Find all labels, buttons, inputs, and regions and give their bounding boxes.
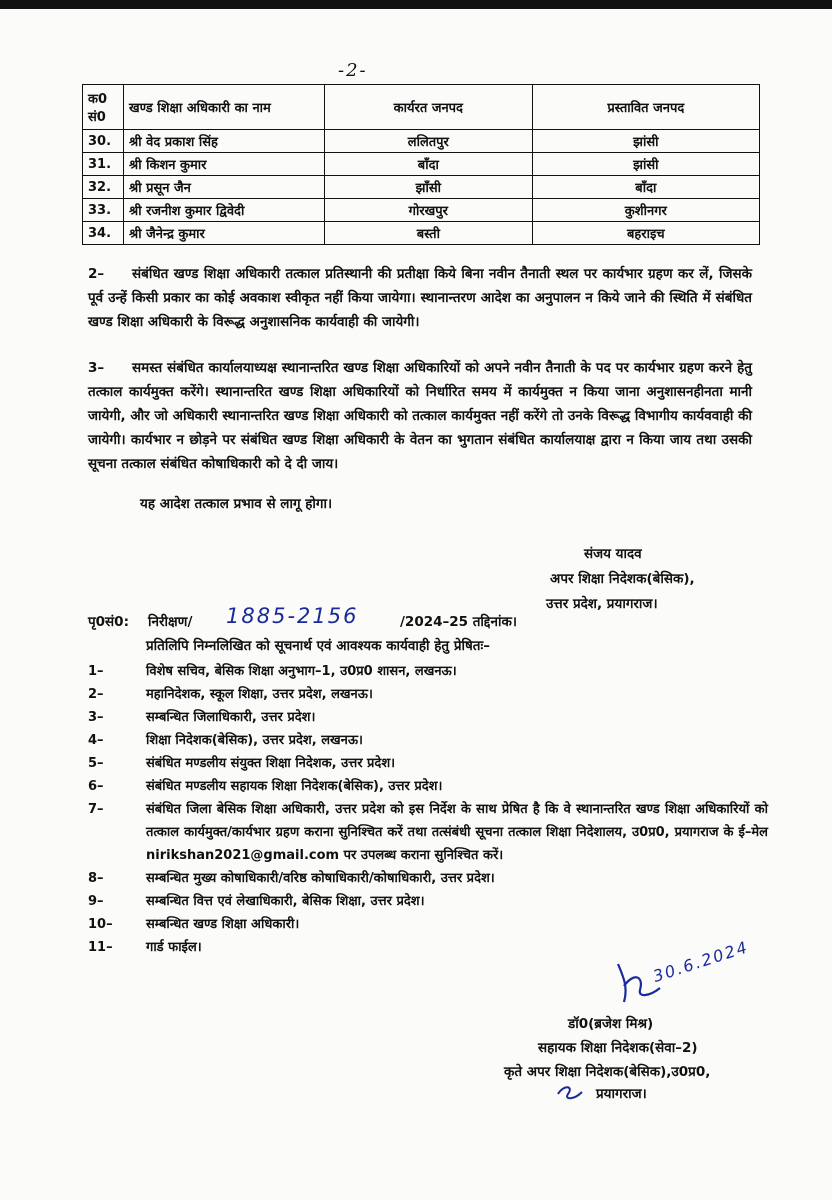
list-item bbox=[88, 936, 768, 959]
list-item bbox=[88, 913, 768, 936]
row-officer: श्री वेद प्रकाश सिंह bbox=[124, 130, 325, 153]
list-number: 11– bbox=[88, 940, 113, 955]
list-number: 4– bbox=[88, 733, 104, 748]
list-text: विशेष सचिव, बेसिक शिक्षा अनुभाग–1, उ0प्र0 शासन, लखनऊ। bbox=[146, 664, 457, 679]
list-number: 10– bbox=[88, 917, 113, 932]
row-proposed: कुशीनगर bbox=[532, 199, 759, 222]
row-officer: श्री किशन कुमार bbox=[124, 153, 325, 176]
table-row bbox=[83, 176, 760, 199]
list-item bbox=[88, 890, 768, 913]
table-row bbox=[83, 199, 760, 222]
list-text: गार्ड फाईल। bbox=[146, 940, 202, 955]
effect-line: यह आदेश तत्काल प्रभाव से लागू होगा। bbox=[140, 496, 333, 512]
copy-list bbox=[88, 660, 768, 959]
second-signatory-designation: सहायक शिक्षा निदेशक(सेवा–2) bbox=[538, 1040, 698, 1056]
signatory-name: संजय यादव bbox=[584, 546, 642, 562]
paragraph-2 bbox=[88, 262, 752, 334]
copy-intro: प्रतिलिपि निम्नलिखित को सूचनार्थ एवं आवश्यक कार्यवाही हेतु प्रेषितः– bbox=[146, 638, 490, 654]
signatory-place: उत्तर प्रदेश, प्रयागराज। bbox=[546, 596, 658, 612]
row-proposed: बहराइच bbox=[532, 222, 759, 245]
list-text: सम्बन्धित वित्त एवं लेखाधिकारी, बेसिक शिक्षा, उत्तर प्रदेश। bbox=[146, 894, 425, 909]
list-number: 2– bbox=[88, 687, 104, 702]
row-serial: 33. bbox=[83, 199, 124, 222]
handwritten-date: 30.6.2024 bbox=[650, 937, 752, 986]
list-number: 6– bbox=[88, 779, 104, 794]
row-current: गोरखपुर bbox=[325, 199, 533, 222]
paragraph-number: 2– bbox=[88, 266, 105, 282]
list-number: 7– bbox=[88, 802, 104, 817]
row-proposed: झांसी bbox=[532, 153, 759, 176]
list-item bbox=[88, 706, 768, 729]
paragraph-number: 3– bbox=[88, 360, 105, 376]
list-number: 3– bbox=[88, 710, 104, 725]
list-item bbox=[88, 660, 768, 683]
row-current: बाँदा bbox=[325, 153, 533, 176]
table-row bbox=[83, 153, 760, 176]
header-current: कार्यरत जनपद bbox=[325, 85, 533, 130]
table-row bbox=[83, 130, 760, 153]
row-serial: 32. bbox=[83, 176, 124, 199]
initials-mark bbox=[554, 1082, 586, 1102]
row-serial: 31. bbox=[83, 153, 124, 176]
list-text: शिक्षा निदेशक(बेसिक), उत्तर प्रदेश, लखनऊ। bbox=[146, 733, 363, 748]
row-serial: 34. bbox=[83, 222, 124, 245]
row-officer: श्री प्रसून जैन bbox=[124, 176, 325, 199]
header-serial: क0 सं0 bbox=[83, 85, 124, 130]
list-number: 9– bbox=[88, 894, 104, 909]
handwritten-ref-number: 1885-2156 bbox=[226, 604, 359, 628]
ref-suffix: /2024–25 तद्दिनांक। bbox=[400, 614, 517, 630]
signatory-designation: अपर शिक्षा निदेशक(बेसिक), bbox=[550, 571, 695, 587]
list-text: संबंधित जिला बेसिक शिक्षा अधिकारी, उत्तर प्रदेश को इस निर्देश के साथ प्रेषित है कि वे स्थानान्तरित खण्ड शिक्षा अधिकारियों को तत्काल कार्यमुक्त/कार्यभार ग्रहण कराना सुनिश्चित करें तथा तत्संबंधी सूचना तत्काल शिक्षा निदेशालय, उ0प्र0, प्रयागराज के ई–मेल nirikshan2021@gmail.com पर उपलब्ध कराना सुनिश्चित करें। bbox=[146, 802, 768, 863]
list-number: 5– bbox=[88, 756, 104, 771]
row-current: झाँसी bbox=[325, 176, 533, 199]
second-signatory-name: डॉ0(ब्रजेश मिश्र) bbox=[568, 1016, 654, 1032]
table-row bbox=[83, 222, 760, 245]
transfer-table bbox=[82, 84, 760, 245]
page-number: -2- bbox=[338, 60, 368, 81]
list-item bbox=[88, 867, 768, 890]
list-item bbox=[88, 798, 768, 867]
table-header-row bbox=[83, 85, 760, 130]
list-text: सम्बन्धित मुख्य कोषाधिकारी/वरिष्ठ कोषाधिकारी/कोषाधिकारी, उत्तर प्रदेश। bbox=[146, 871, 495, 886]
header-proposed: प्रस्तावित जनपद bbox=[532, 85, 759, 130]
list-item bbox=[88, 729, 768, 752]
ref-label: पृ0सं0: bbox=[88, 614, 129, 630]
list-text: सम्बन्धित जिलाधिकारी, उत्तर प्रदेश। bbox=[146, 710, 316, 725]
list-number: 1– bbox=[88, 664, 104, 679]
row-serial: 30. bbox=[83, 130, 124, 153]
top-border bbox=[0, 0, 832, 9]
list-text: सम्बन्धित खण्ड शिक्षा अधिकारी। bbox=[146, 917, 300, 932]
paragraph-text: समस्त संबंधित कार्यालयाध्यक्ष स्थानान्तरित खण्ड शिक्षा अधिकारियों को अपने नवीन तैनाती के पद पर कार्यभार ग्रहण करने हेतु तत्काल कार्यमुक्त करेंगे। स्थानान्तरित खण्ड शिक्षा अधिकारियों को निर्धारित समय में कार्यमुक्त न किया जाना अनुशासनहीनता मानी जायेगी, और जो अधिकारी स्थानान्तरित खण्ड शिक्षा अधिकारी को तत्काल कार्यमुक्त नहीं करेंगे तो उनके विरूद्ध विभागीय कार्यववाही की जायेगी। कार्यभार न छोड़ने पर संबंधित खण्ड शिक्षा अधिकारी के वेतन का भुगतान संबंधित कार्यालयाक्ष द्वारा न किया जाय तथा उसकी सूचना तत्काल संबंधित कोषाधिकारी को दे दी जाय। bbox=[88, 360, 752, 472]
row-officer: श्री जैनेन्द्र कुमार bbox=[124, 222, 325, 245]
list-text: संबंधित मण्डलीय सहायक शिक्षा निदेशक(बेसिक), उत्तर प्रदेश। bbox=[146, 779, 443, 794]
list-item bbox=[88, 752, 768, 775]
paragraph-3 bbox=[88, 356, 752, 476]
list-item bbox=[88, 683, 768, 706]
row-current: ललितपुर bbox=[325, 130, 533, 153]
paragraph-text: संबंधित खण्ड शिक्षा अधिकारी तत्काल प्रतिस्थानी की प्रतीक्षा किये बिना नवीन तैनाती स्थल पर कार्यभार ग्रहण कर लें, जिसके पूर्व उन्हें किसी प्रकार का कोई अवकाश स्वीकृत नहीं किया जायेगा। स्थानान्तरण आदेश का अनुपालन न किये जाने की स्थिति में संबंधित खण्ड शिक्षा अधिकारी के विरूद्ध अनुशासनिक कार्यवाही की जायेगी। bbox=[88, 266, 752, 330]
row-officer: श्री रजनीश कुमार द्विवेदी bbox=[124, 199, 325, 222]
ref-prefix: निरीक्षण/ bbox=[148, 614, 193, 630]
second-signatory-on-behalf: कृते अपर शिक्षा निदेशक(बेसिक),उ0प्र0, bbox=[504, 1064, 711, 1080]
list-item bbox=[88, 775, 768, 798]
row-current: बस्ती bbox=[325, 222, 533, 245]
row-proposed: झांसी bbox=[532, 130, 759, 153]
header-officer: खण्ड शिक्षा अधिकारी का नाम bbox=[124, 85, 325, 130]
list-number: 8– bbox=[88, 871, 104, 886]
row-proposed: बाँदा bbox=[532, 176, 759, 199]
list-text: संबंधित मण्डलीय संयुक्त शिक्षा निदेशक, उत्तर प्रदेश। bbox=[146, 756, 396, 771]
list-text: महानिदेशक, स्कूल शिक्षा, उत्तर प्रदेश, लखनऊ। bbox=[146, 687, 373, 702]
second-signatory-place: प्रयागराज। bbox=[596, 1086, 647, 1102]
